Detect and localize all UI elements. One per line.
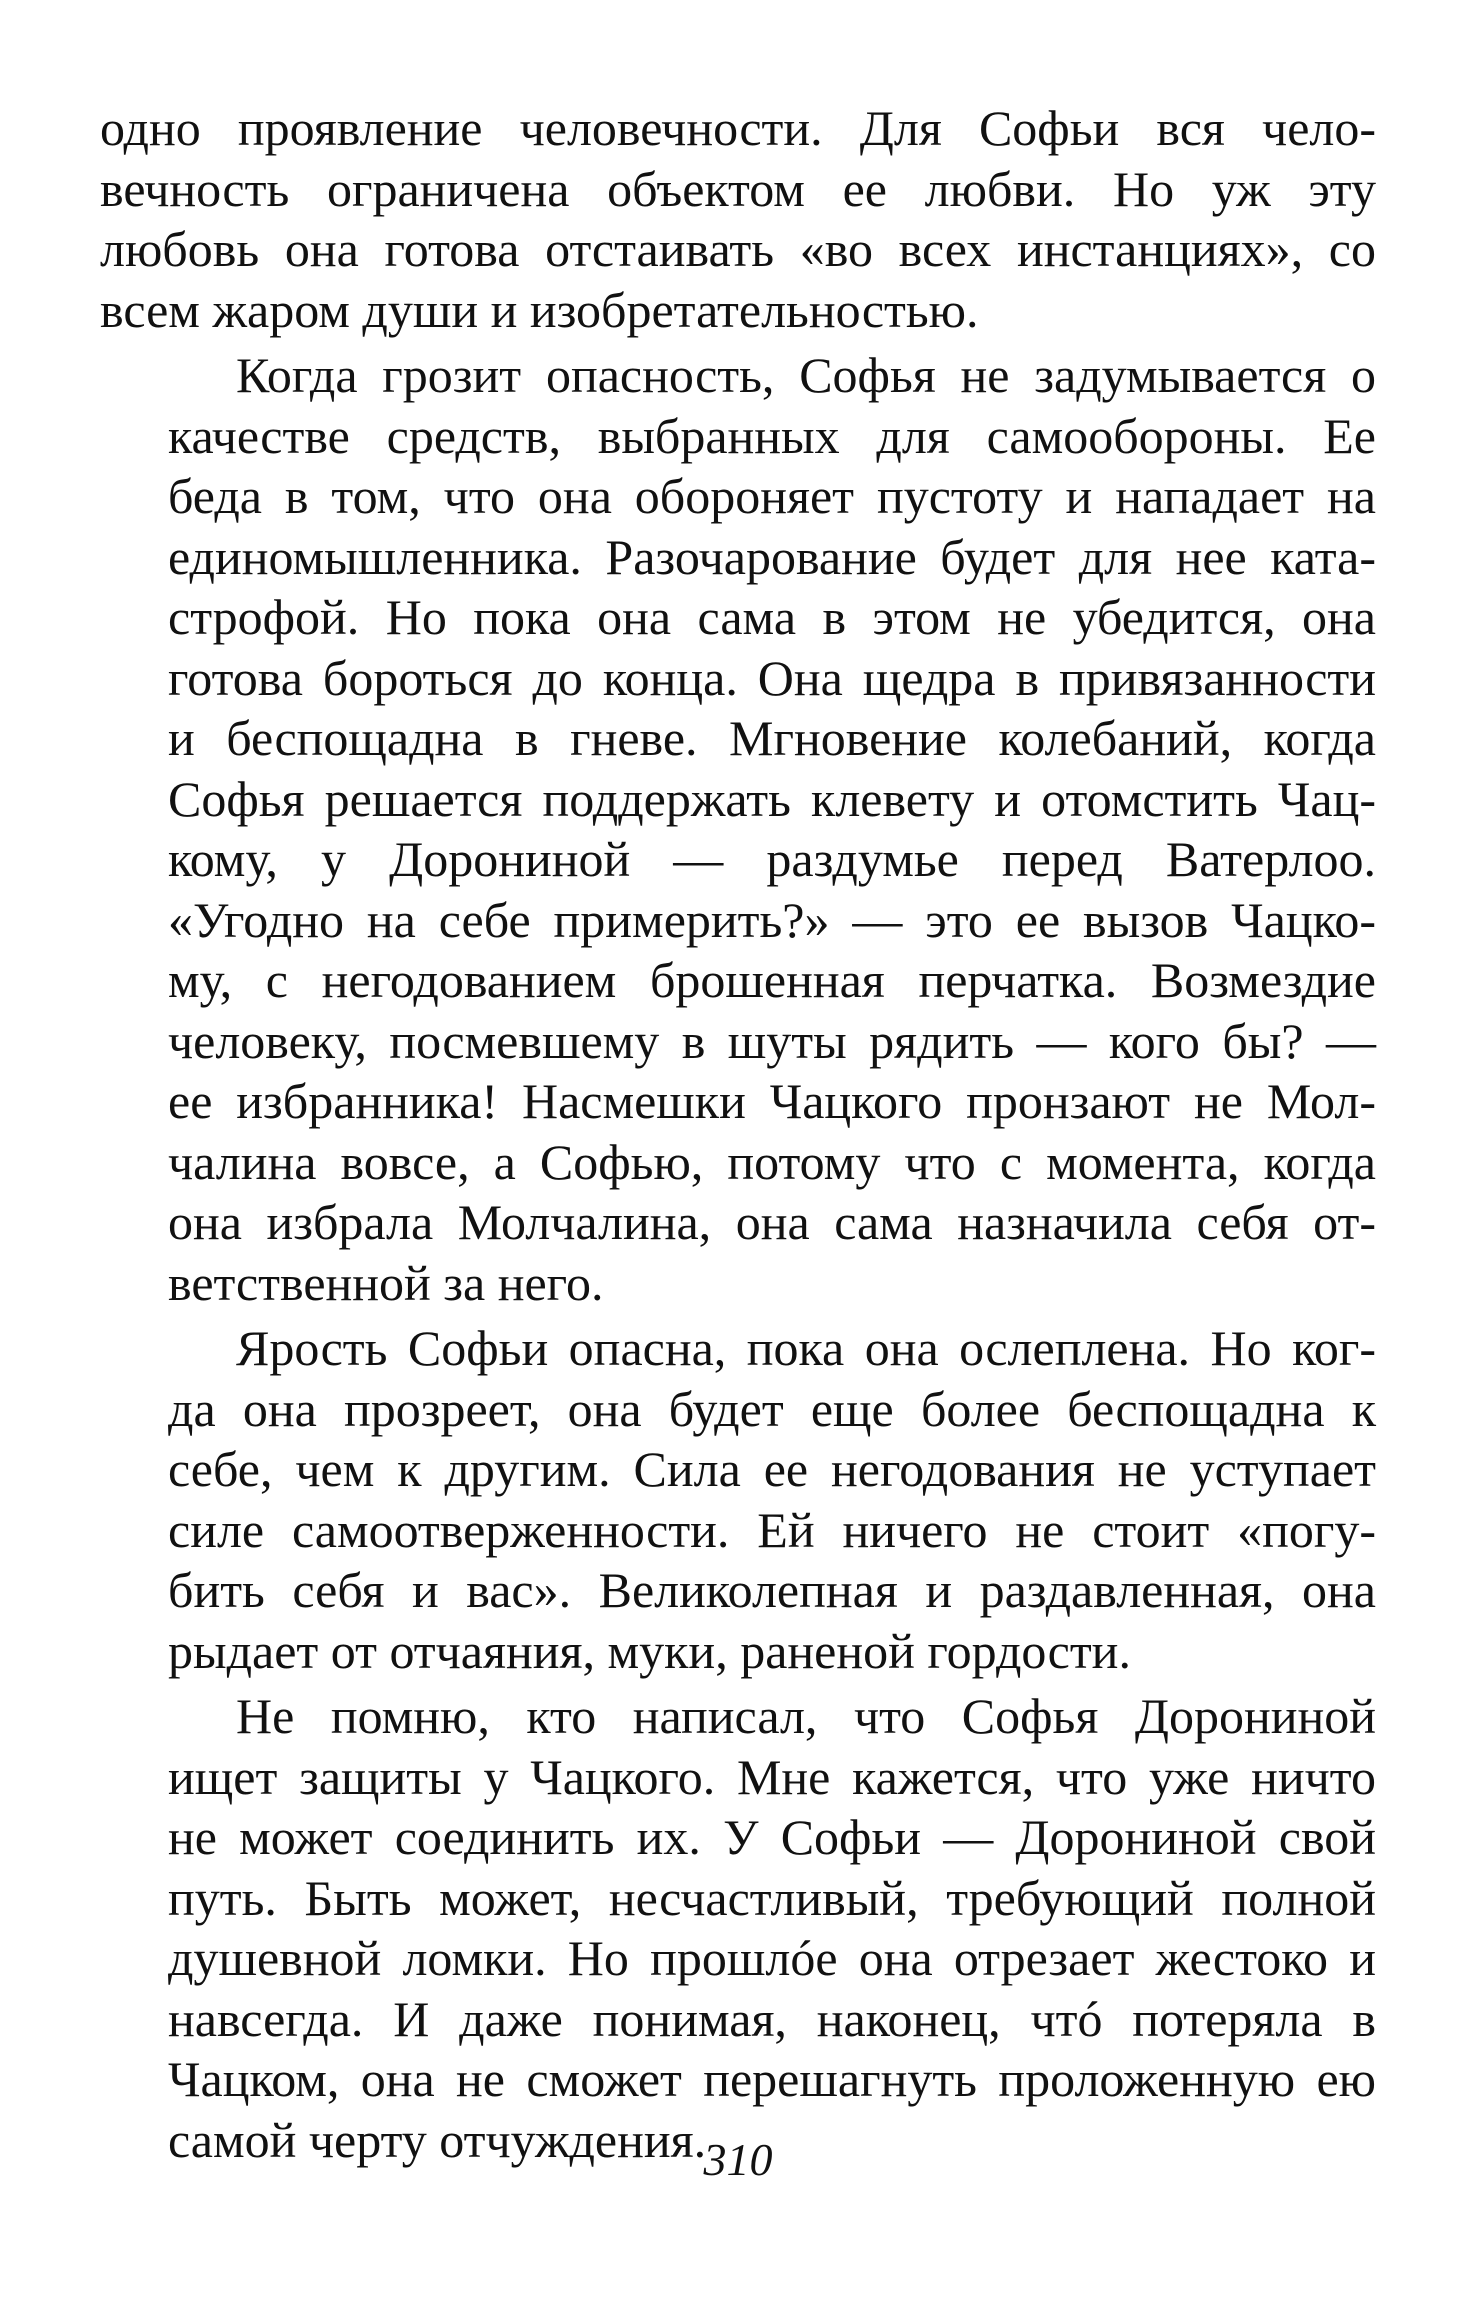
text-line: и беспощадна в гневе. Мгновение колебаний, когда [168,710,1376,766]
paragraph-3 [100,1318,1376,1681]
text-line: всем жаром души и изобретательностью. [100,281,979,338]
text-line: бить себя и вас». Великолепная и раздавленная, она [168,1562,1376,1618]
text-line: вечность ограничена объектом ее любви. Но уж эту [100,160,1376,217]
text-line: навсегда. И даже понимая, наконец, чтó потеряла в [168,1990,1376,2047]
paragraph-1 [100,98,1376,340]
text-line: готова бороться до конца. Она щедра в привязанности [168,649,1376,706]
text-line: единомышленника. Разочарование будет для нее ката- [168,528,1376,585]
text-line: качестве средств, выбранных для самообороны. Ее [168,407,1376,464]
text-line: чалина вовсе, а Софью, потому что с момента, когда [168,1133,1376,1190]
text-line: себе, чем к другим. Сила ее негодования не уступает [168,1441,1376,1497]
text-line: Софья решается поддержать клевету и отомстить Чац- [168,770,1376,827]
text-line: человеку, посмевшему в шуты рядить — кого бы? — [168,1012,1376,1069]
text-line: любовь она готова отстаивать «во всех инстанциях», со [100,221,1376,277]
text-line: душевной ломки. Но прошлóе она отрезает жестоко и [168,1930,1376,1986]
text-line: она избрала Молчалина, она сама назначила себя от- [168,1194,1376,1250]
text-line: Чацком, она не сможет перешагнуть проложенную ею [168,2051,1376,2107]
text-line: кому, у Дорониной — раздумье перед Ватерлоо. [168,831,1376,887]
text-line: строфой. Но пока она сама в этом не убедится, она [168,589,1376,645]
text-line: Ярость Софьи опасна, пока она ослеплена. Но ког- [236,1320,1376,1376]
page-body [100,98,1376,2170]
text-line: самой черту отчуждения. [168,2111,707,2168]
text-line: «Угодно на себе примерить?» — это ее вызов Чацко- [168,891,1376,948]
text-line: Когда грозит опасность, Софья не задумывается о [236,347,1376,403]
paragraph-4 [100,1686,1376,2170]
text-line: Не помню, кто написал, что Софья Дорониной [236,1688,1376,1744]
text-line: да она прозреет, она будет еще более беспощадна к [168,1380,1376,1437]
text-line: не может соединить их. У Софьи — Дорониной свой [168,1809,1376,1865]
text-line: одно проявление человечности. Для Софьи вся чело- [100,100,1376,156]
text-line: силе самоотверженности. Ей ничего не стоит «погу- [168,1501,1376,1558]
paragraph-2 [100,345,1376,1313]
text-line: ее избранника! Насмешки Чацкого пронзают не Мол- [168,1073,1376,1129]
text-line: путь. Быть может, несчастливый, требующий полной [168,1869,1376,1926]
text-line: ветственной за него. [168,1254,604,1311]
page-number: 310 [703,2134,773,2185]
text-line: рыдает от отчаяния, муки, раненой гордости. [168,1622,1131,1679]
text-line: ищет защиты у Чацкого. Мне кажется, что уже ничто [168,1748,1376,1805]
text-line: беда в том, что она обороняет пустоту и нападает на [168,468,1376,524]
text-line: му, с негодованием брошенная перчатка. Возмездие [168,952,1376,1008]
